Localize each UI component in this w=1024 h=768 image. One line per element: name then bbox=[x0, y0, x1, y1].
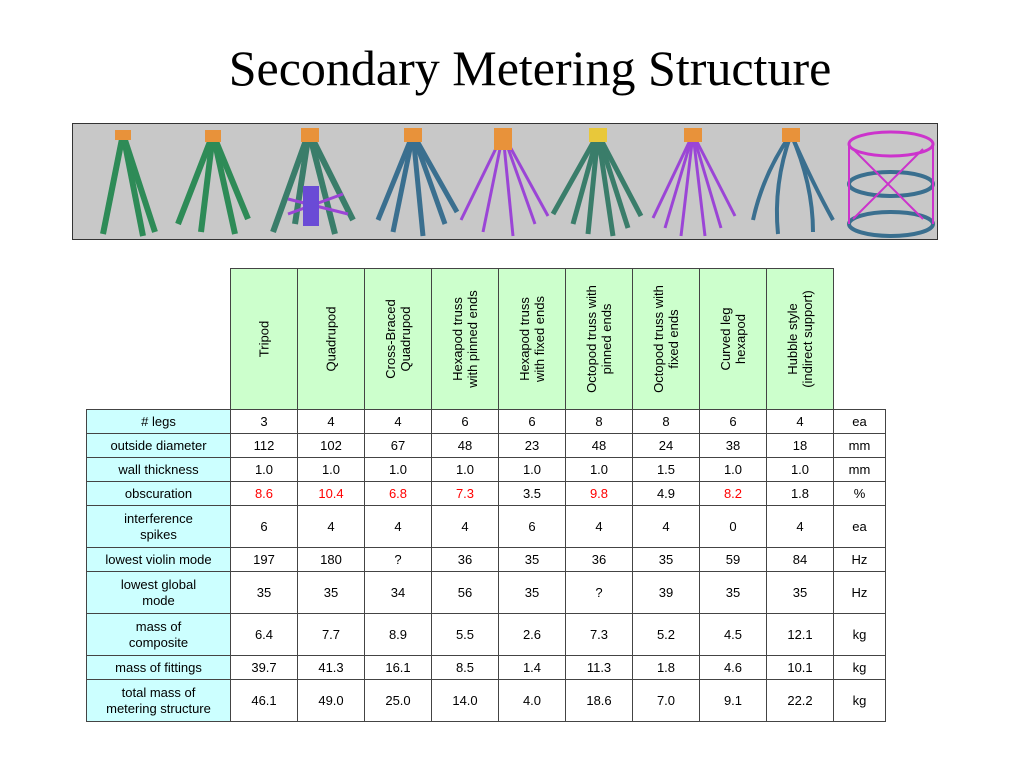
value-cell: 36 bbox=[566, 548, 633, 572]
value-cell: 197 bbox=[231, 548, 298, 572]
value-cell: 8.6 bbox=[231, 482, 298, 506]
row-label: mass of fittings bbox=[87, 656, 231, 680]
value-cell: 35 bbox=[298, 572, 365, 614]
value-cell: 0 bbox=[700, 506, 767, 548]
value-cell: 6.8 bbox=[365, 482, 432, 506]
column-header bbox=[566, 269, 633, 410]
column-header-label: Tripod bbox=[256, 320, 272, 358]
value-cell: 41.3 bbox=[298, 656, 365, 680]
value-cell: 5.2 bbox=[633, 614, 700, 656]
unit-cell: kg bbox=[834, 614, 886, 656]
unit-cell: kg bbox=[834, 656, 886, 680]
unit-header-cell bbox=[834, 269, 886, 410]
value-cell: 4.9 bbox=[633, 482, 700, 506]
value-cell: 48 bbox=[566, 434, 633, 458]
value-cell: 34 bbox=[365, 572, 432, 614]
structure-models-image bbox=[72, 123, 938, 240]
table-row bbox=[87, 506, 886, 548]
value-cell: 4 bbox=[432, 506, 499, 548]
value-cell: 11.3 bbox=[566, 656, 633, 680]
unit-cell: Hz bbox=[834, 548, 886, 572]
unit-cell: mm bbox=[834, 458, 886, 482]
value-cell: 180 bbox=[298, 548, 365, 572]
value-cell: 9.8 bbox=[566, 482, 633, 506]
column-header-label: Curved leg hexapod bbox=[718, 307, 748, 371]
row-label: interference spikes bbox=[87, 506, 231, 548]
unit-cell: ea bbox=[834, 506, 886, 548]
value-cell: 6 bbox=[432, 410, 499, 434]
row-label: lowest violin mode bbox=[87, 548, 231, 572]
value-cell: 35 bbox=[700, 572, 767, 614]
value-cell: 1.0 bbox=[499, 458, 566, 482]
table-row bbox=[87, 656, 886, 680]
table-row bbox=[87, 548, 886, 572]
value-cell: 6 bbox=[231, 506, 298, 548]
column-header bbox=[432, 269, 499, 410]
column-header-label: Hexapod truss with pinned ends bbox=[450, 290, 480, 388]
value-cell: 1.0 bbox=[298, 458, 365, 482]
row-label: mass of composite bbox=[87, 614, 231, 656]
value-cell: 1.4 bbox=[499, 656, 566, 680]
value-cell: 39 bbox=[633, 572, 700, 614]
unit-cell: ea bbox=[834, 410, 886, 434]
value-cell: 1.8 bbox=[767, 482, 834, 506]
value-cell: 12.1 bbox=[767, 614, 834, 656]
value-cell: 1.5 bbox=[633, 458, 700, 482]
value-cell: 4 bbox=[767, 410, 834, 434]
value-cell: 3.5 bbox=[499, 482, 566, 506]
value-cell: 6.4 bbox=[231, 614, 298, 656]
column-header bbox=[365, 269, 432, 410]
value-cell: 7.7 bbox=[298, 614, 365, 656]
model-curved-leg-hexapod bbox=[753, 128, 833, 234]
table-row bbox=[87, 572, 886, 614]
column-header bbox=[499, 269, 566, 410]
value-cell: 4 bbox=[566, 506, 633, 548]
column-header bbox=[633, 269, 700, 410]
value-cell: 46.1 bbox=[231, 680, 298, 722]
value-cell: 18.6 bbox=[566, 680, 633, 722]
value-cell: 25.0 bbox=[365, 680, 432, 722]
value-cell: 35 bbox=[633, 548, 700, 572]
value-cell: 4.6 bbox=[700, 656, 767, 680]
value-cell: 14.0 bbox=[432, 680, 499, 722]
model-hubble-style bbox=[849, 132, 933, 236]
value-cell: 6 bbox=[700, 410, 767, 434]
value-cell: 4 bbox=[365, 506, 432, 548]
value-cell: 59 bbox=[700, 548, 767, 572]
column-header-label: Octopod truss with fixed ends bbox=[651, 285, 681, 393]
model-hexapod-fixed bbox=[461, 128, 548, 236]
column-header-label: Hubble style (indirect support) bbox=[785, 290, 815, 388]
row-label: lowest global mode bbox=[87, 572, 231, 614]
column-header-label: Quadrupod bbox=[323, 306, 339, 372]
unit-cell: % bbox=[834, 482, 886, 506]
value-cell: 16.1 bbox=[365, 656, 432, 680]
unit-cell: kg bbox=[834, 680, 886, 722]
value-cell: 35 bbox=[767, 572, 834, 614]
value-cell: 4 bbox=[298, 410, 365, 434]
value-cell: 48 bbox=[432, 434, 499, 458]
model-octopod-pinned bbox=[553, 128, 641, 236]
column-header bbox=[298, 269, 365, 410]
table-row bbox=[87, 614, 886, 656]
header-row bbox=[87, 269, 886, 410]
value-cell: 7.0 bbox=[633, 680, 700, 722]
table-row bbox=[87, 482, 886, 506]
value-cell: 8.9 bbox=[365, 614, 432, 656]
value-cell: 35 bbox=[499, 572, 566, 614]
value-cell: 1.0 bbox=[231, 458, 298, 482]
table-row bbox=[87, 434, 886, 458]
model-octopod-fixed bbox=[653, 128, 735, 236]
model-hexapod-pinned bbox=[378, 128, 457, 236]
value-cell: 4 bbox=[365, 410, 432, 434]
value-cell: 4 bbox=[633, 506, 700, 548]
value-cell: 3 bbox=[231, 410, 298, 434]
value-cell: ? bbox=[365, 548, 432, 572]
column-header-label: Cross-Braced Quadrupod bbox=[383, 299, 413, 379]
value-cell: 1.0 bbox=[432, 458, 499, 482]
value-cell: 4.5 bbox=[700, 614, 767, 656]
column-header bbox=[700, 269, 767, 410]
value-cell: 7.3 bbox=[432, 482, 499, 506]
value-cell: 8 bbox=[633, 410, 700, 434]
row-label: # legs bbox=[87, 410, 231, 434]
value-cell: 10.4 bbox=[298, 482, 365, 506]
unit-cell: Hz bbox=[834, 572, 886, 614]
value-cell: 35 bbox=[499, 548, 566, 572]
value-cell: 5.5 bbox=[432, 614, 499, 656]
value-cell: 6 bbox=[499, 410, 566, 434]
value-cell: 10.1 bbox=[767, 656, 834, 680]
value-cell: 1.0 bbox=[365, 458, 432, 482]
column-header bbox=[767, 269, 834, 410]
value-cell: 9.1 bbox=[700, 680, 767, 722]
unit-cell: mm bbox=[834, 434, 886, 458]
value-cell: 4 bbox=[298, 506, 365, 548]
value-cell: 56 bbox=[432, 572, 499, 614]
value-cell: 67 bbox=[365, 434, 432, 458]
value-cell: 6 bbox=[499, 506, 566, 548]
value-cell: 112 bbox=[231, 434, 298, 458]
corner-cell bbox=[87, 269, 231, 410]
page-title: Secondary Metering Structure bbox=[228, 40, 832, 96]
value-cell: 4.0 bbox=[499, 680, 566, 722]
value-cell: 1.8 bbox=[633, 656, 700, 680]
value-cell: 24 bbox=[633, 434, 700, 458]
value-cell: 1.0 bbox=[700, 458, 767, 482]
value-cell: 35 bbox=[231, 572, 298, 614]
model-cross-braced-quadrupod bbox=[273, 128, 353, 234]
value-cell: 36 bbox=[432, 548, 499, 572]
value-cell: 7.3 bbox=[566, 614, 633, 656]
comparison-table bbox=[86, 268, 886, 722]
value-cell: 8.2 bbox=[700, 482, 767, 506]
value-cell: ? bbox=[566, 572, 633, 614]
model-quadrupod bbox=[178, 130, 248, 234]
table-row bbox=[87, 458, 886, 482]
value-cell: 2.6 bbox=[499, 614, 566, 656]
value-cell: 8.5 bbox=[432, 656, 499, 680]
model-tripod bbox=[103, 130, 155, 236]
value-cell: 8 bbox=[566, 410, 633, 434]
value-cell: 23 bbox=[499, 434, 566, 458]
value-cell: 49.0 bbox=[298, 680, 365, 722]
column-header bbox=[231, 269, 298, 410]
row-label: total mass of metering structure bbox=[87, 680, 231, 722]
table-row bbox=[87, 410, 886, 434]
table-row bbox=[87, 680, 886, 722]
value-cell: 1.0 bbox=[767, 458, 834, 482]
value-cell: 4 bbox=[767, 506, 834, 548]
value-cell: 38 bbox=[700, 434, 767, 458]
value-cell: 18 bbox=[767, 434, 834, 458]
row-label: outside diameter bbox=[87, 434, 231, 458]
value-cell: 102 bbox=[298, 434, 365, 458]
value-cell: 39.7 bbox=[231, 656, 298, 680]
value-cell: 84 bbox=[767, 548, 834, 572]
row-label: obscuration bbox=[87, 482, 231, 506]
value-cell: 1.0 bbox=[566, 458, 633, 482]
structure-models-svg bbox=[73, 124, 938, 240]
column-header-label: Octopod truss with pinned ends bbox=[584, 285, 614, 393]
row-label: wall thickness bbox=[87, 458, 231, 482]
value-cell: 22.2 bbox=[767, 680, 834, 722]
column-header-label: Hexapod truss with fixed ends bbox=[517, 296, 547, 382]
